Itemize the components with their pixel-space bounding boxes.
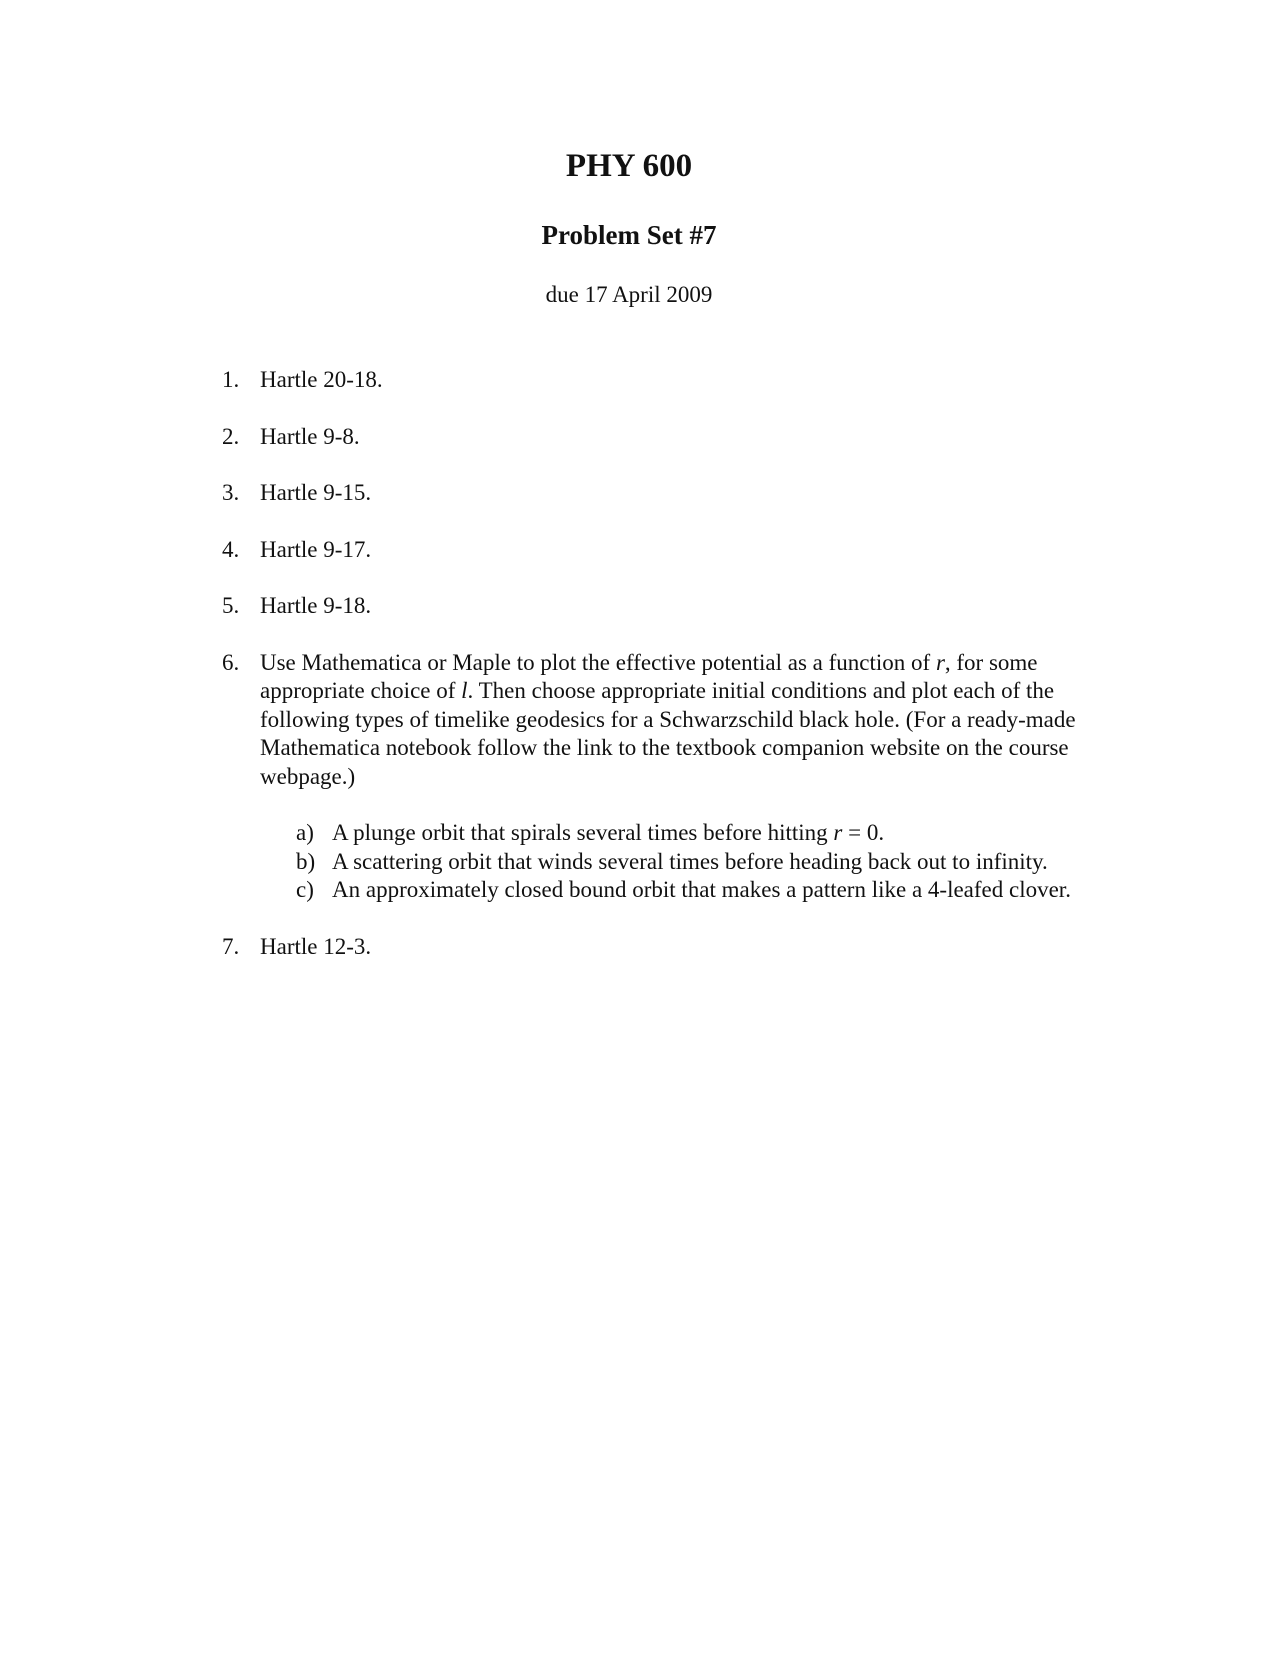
problem-item bbox=[222, 366, 1082, 395]
problem-number: 7. bbox=[222, 933, 240, 959]
problem-number: 4. bbox=[222, 536, 240, 562]
problem-number: 6. bbox=[222, 649, 240, 675]
problem-item bbox=[222, 592, 1082, 621]
subpart-item bbox=[296, 848, 1082, 877]
subpart-text: A plunge orbit that spirals several times before hitting bbox=[332, 820, 834, 845]
problem-set-title: Problem Set #7 bbox=[541, 220, 717, 250]
problem-item bbox=[222, 423, 1082, 452]
subpart-item bbox=[296, 876, 1082, 905]
variable-r: r bbox=[935, 649, 945, 675]
problem-number: 1. bbox=[222, 367, 240, 392]
problem-number: 2. bbox=[222, 423, 240, 449]
problem-text-part: . Then choose appropriate initial conditions and plot each of the following types of timelike geodesics for a Schwarzschild black hole. (For a ready-made Mathematica notebook follow the link to the textbook companion website on the course webpage.) bbox=[260, 678, 1076, 789]
due-date: due 17 April 2009 bbox=[545, 282, 713, 307]
problem-text: Hartle 9-17. bbox=[260, 536, 372, 562]
problem-text bbox=[260, 649, 1082, 792]
problem-item bbox=[222, 479, 1082, 508]
problem-text: Hartle 20-18. bbox=[260, 367, 383, 392]
subpart-letter: a) bbox=[296, 820, 314, 845]
problem-text: Hartle 12-3. bbox=[260, 933, 372, 959]
subpart-text: A scattering orbit that winds several times before heading back out to infinity. bbox=[332, 848, 1048, 874]
subpart-letter: b) bbox=[296, 848, 316, 874]
course-title: PHY 600 bbox=[565, 148, 693, 184]
problem-number: 5. bbox=[222, 593, 240, 618]
subpart-letter: c) bbox=[296, 877, 314, 902]
problem-text: Hartle 9-8. bbox=[260, 423, 360, 449]
problem-list bbox=[222, 366, 1082, 989]
subpart-text-tail: = 0. bbox=[842, 820, 885, 845]
problem-number: 3. bbox=[222, 480, 240, 505]
problem-item bbox=[222, 933, 1082, 962]
variable-l: l bbox=[461, 678, 468, 703]
problem-text: Hartle 9-15. bbox=[260, 480, 372, 505]
problem-item bbox=[222, 649, 1082, 905]
subpart-text: An approximately closed bound orbit that makes a pattern like a 4-leafed clover. bbox=[332, 877, 1071, 902]
problem-text-part: Use Mathematica or Maple to plot the effective potential as a function of bbox=[260, 649, 936, 675]
subpart-item bbox=[296, 819, 1082, 848]
problem-text-part: , for some appropriate choice of bbox=[260, 649, 1038, 703]
variable-r: r bbox=[833, 820, 843, 845]
problem-item bbox=[222, 536, 1082, 565]
problem-text: Hartle 9-18. bbox=[260, 593, 372, 618]
subpart-list bbox=[296, 819, 1082, 905]
